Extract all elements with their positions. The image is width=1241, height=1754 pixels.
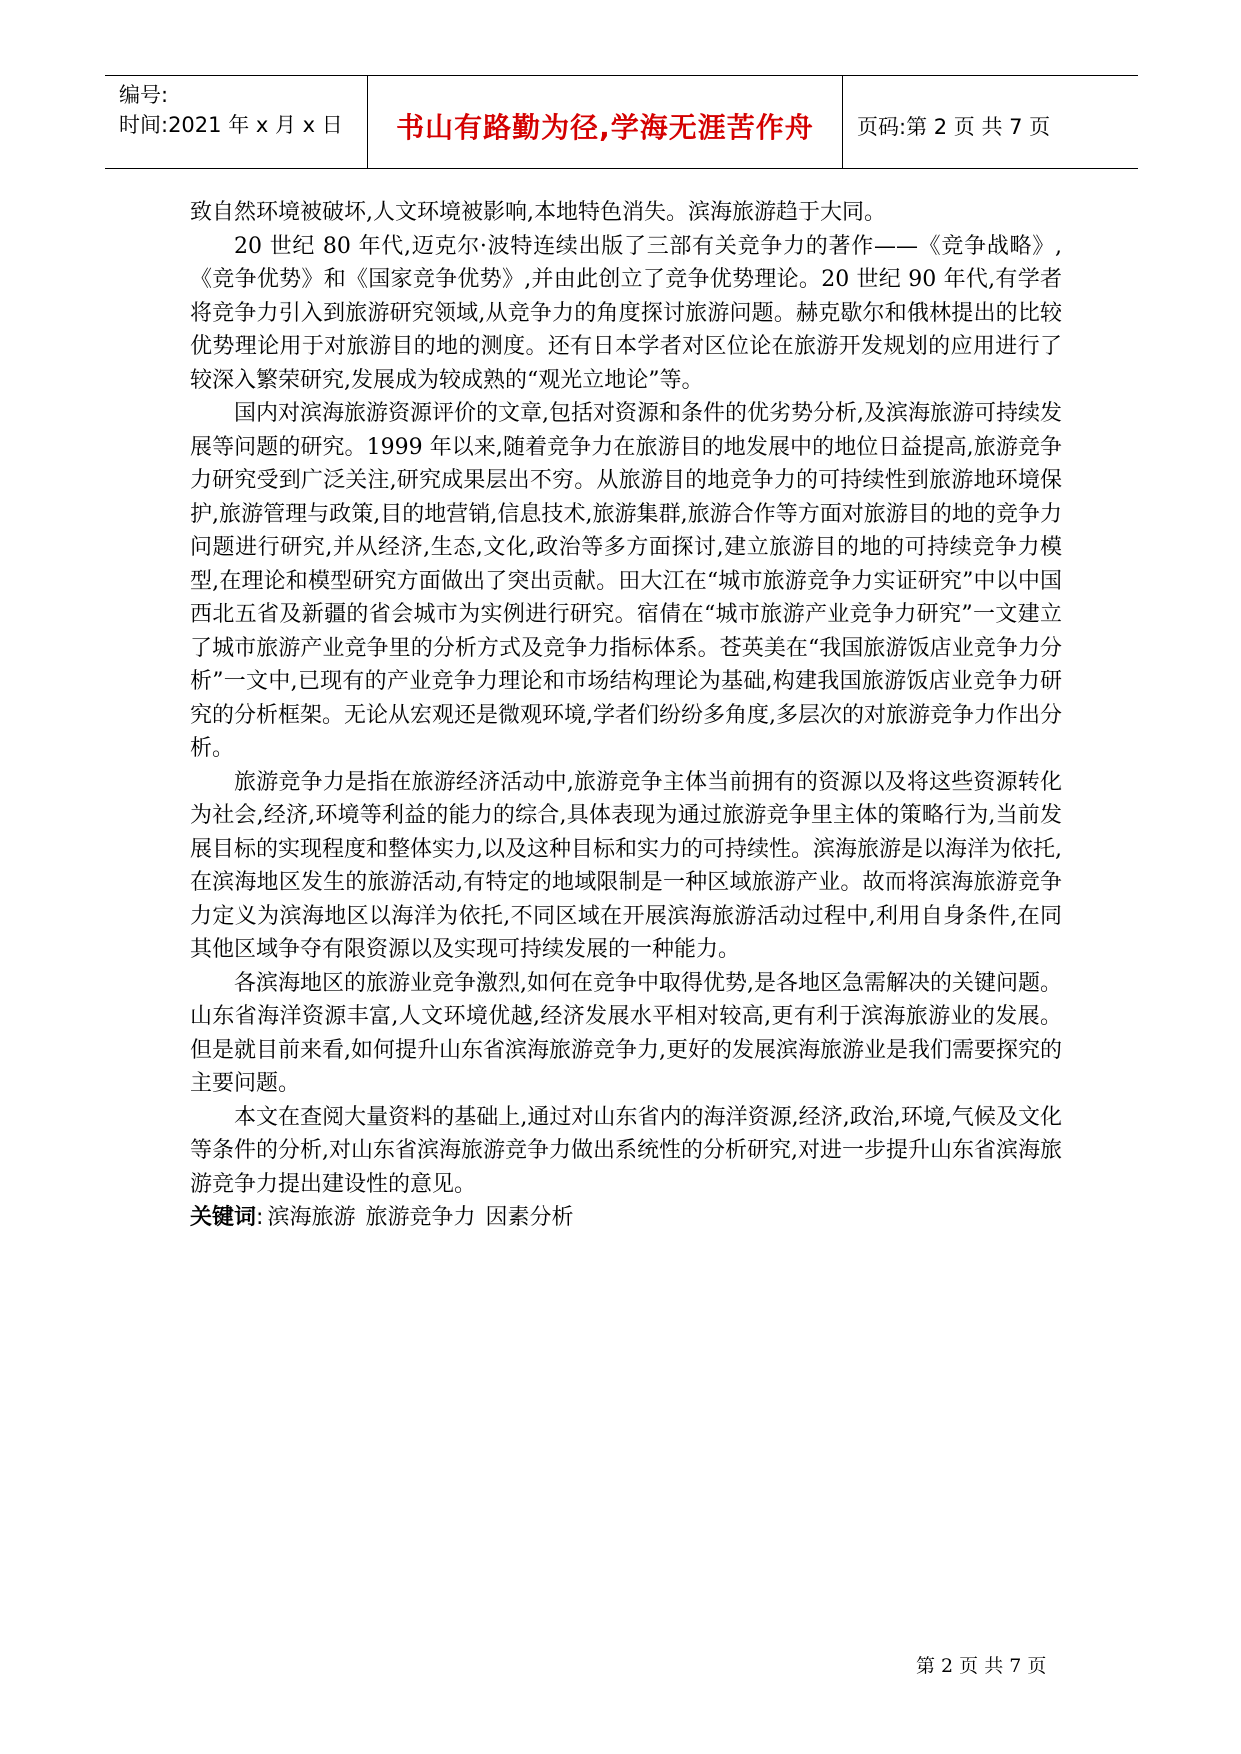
keyword-item: 滨海旅游 — [267, 1205, 356, 1230]
document-time-label: 时间:2021 年 x 月 x 日 — [119, 113, 343, 137]
paragraph: 国内对滨海旅游资源评价的文章,包括对资源和条件的优劣势分析,及滨海旅游可持续发展等问题的研究。1999 年以来,随着竞争力在旅游目的地发展中的地位日益提高,旅游竞争力研究受到广泛关注,研究成果层出不穷。从旅游目的地竞争力的可持续性到旅游地环境保护,旅游管理与政策,目的地营销,信息技术,旅游集群,旅游合作等方面对旅游目的地的竞争力问题进行研究,并从经济,生态,文化,政治等多方面探讨,建立旅游目的地的可持续竞争力模型,在理论和模型研究方面做出了突出贡献。田大江在“城市旅游竞争力实证研究”中以中国西北五省及新疆的省会城市为实例进行研究。宿倩在“城市旅游产业竞争力研究”一文建立了城市旅游产业竞争里的分析方式及竞争力指标体系。苍英美在“我国旅游饭店业竞争力分析”一文中,已现有的产业竞争力理论和市场结构理论为基础,构建我国旅游饭店业竞争力研究的分析框架。无论从宏观还是微观环境,学者们纷纷多角度,多层次的对旅游竞争力作出分析。 — [190, 401, 1062, 761]
header-motto-cell — [367, 76, 843, 168]
paragraph-continuation: 致自然环境被破坏,人文环境被影响,本地特色消失。滨海旅游趋于大同。 — [190, 200, 886, 225]
footer-page-number: 第 2 页 共 7 页 — [916, 1655, 1047, 1677]
document-number-label: 编号: — [119, 83, 169, 107]
keywords-label: 关键词 — [190, 1205, 257, 1230]
header-meta — [105, 76, 367, 168]
keyword-item: 因素分析 — [485, 1205, 574, 1230]
paragraph: 各滨海地区的旅游业竞争激烈,如何在竞争中取得优势,是各地区急需解决的关键问题。山东省海洋资源丰富,人文环境优越,经济发展水平相对较高,更有利于滨海旅游业的发展。但是就目前来看,如何提升山东省滨海旅游竞争力,更好的发展滨海旅游业是我们需要探究的主要问题。 — [190, 970, 1062, 1096]
header-page-info-cell — [843, 76, 1138, 168]
page-footer — [916, 1651, 1046, 1678]
keyword-item: 旅游竞争力 — [365, 1205, 476, 1230]
paragraph: 本文在查阅大量资料的基础上,通过对山东省内的海洋资源,经济,政治,环境,气候及文化等条件的分析,对山东省滨海旅游竞争力做出系统性的分析研究,对进一步提升山东省滨海旅游竞争力提出建设性的意见。 — [190, 1104, 1062, 1197]
keywords-separator: : — [256, 1205, 264, 1230]
page-header — [105, 75, 1138, 169]
document-body — [190, 196, 1062, 1235]
paragraph: 20 世纪 80 年代,迈克尔·波特连续出版了三部有关竞争力的著作——《竞争战略》,《竞争优势》和《国家竞争优势》,并由此创立了竞争优势理论。20 世纪 90 年代,有学者将竞争力引入到旅游研究领域,从竞争力的角度探讨旅游问题。赫克歇尔和俄林提出的比较优势理论用于对旅游目的地的测度。还有日本学者对区位论在旅游开发规划的应用进行了较深入繁荣研究,发展成为较成熟的“观光立地论”等。 — [190, 233, 1062, 393]
header-page-info: 页码:第 2 页 共 7 页 — [857, 115, 1051, 139]
header-motto: 书山有路勤为径,学海无涯苦作舟 — [396, 111, 814, 144]
keywords-line — [190, 1201, 1062, 1235]
paragraph: 旅游竞争力是指在旅游经济活动中,旅游竞争主体当前拥有的资源以及将这些资源转化为社会,经济,环境等利益的能力的综合,具体表现为通过旅游竞争里主体的策略行为,当前发展目标的实现程度和整体实力,以及这种目标和实力的可持续性。滨海旅游是以海洋为依托,在滨海地区发生的旅游活动,有特定的地域限制是一种区域旅游产业。故而将滨海旅游竞争力定义为滨海地区以海洋为依托,不同区域在开展滨海旅游活动过程中,利用自身条件,在同其他区域争夺有限资源以及实现可持续发展的一种能力。 — [190, 769, 1062, 962]
